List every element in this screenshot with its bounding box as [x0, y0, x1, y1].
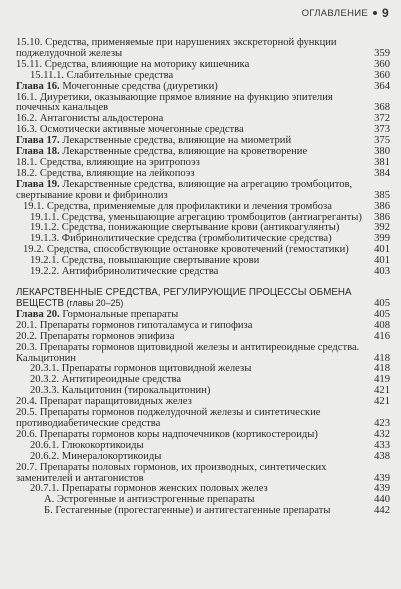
toc-entry-page: 408: [374, 319, 390, 331]
entry-title: 16.2. Антагонисты альдостерона: [16, 113, 164, 125]
entry-title: 20.6.2. Минералокортикоиды: [30, 450, 162, 462]
entry-title: 19.2. Средства, способствующие остановке кровотечений (гемостатики): [23, 244, 349, 256]
entry-title: Лекарственные средства, влияющие на агрегацию тромбоцитов, свертывание крови и фибринолиз: [16, 178, 353, 201]
toc-entry-page: 418: [374, 363, 390, 375]
toc-list-part-1: [16, 38, 390, 278]
toc-entry-page: 386: [374, 211, 390, 223]
toc-entry[interactable]: [16, 38, 390, 60]
entry-title: 19.1.3. Фибринолитические средства (тромболитические средства): [30, 233, 332, 245]
entry-title: 20.4. Препарат паращитовидных желез: [16, 396, 192, 408]
toc-entry[interactable]: [16, 343, 390, 365]
toc-entry-page: 368: [374, 102, 390, 114]
entry-title: 20.3.3. Кальцитонин (тирокальцитонин): [30, 385, 211, 397]
entry-title: 19.1.2. Средства, понижающие свертывание крови (антикоагулянты): [30, 222, 340, 234]
toc-entry[interactable]: [16, 180, 390, 202]
toc-section-heading: [16, 287, 390, 310]
running-header: [302, 6, 389, 20]
toc-entry-page: 372: [374, 113, 390, 125]
table-of-contents: [16, 38, 390, 517]
entry-title: 16.1. Диуретики, оказывающие прямое влияние на функцию эпителия почечных канальцев: [16, 91, 333, 114]
entry-title: 20.7.1. Препараты гормонов женских половых желез: [30, 483, 268, 495]
toc-entry-page: 421: [374, 396, 390, 408]
section-title: ЛЕКАРСТВЕННЫЕ СРЕДСТВА, РЕГУЛИРУЮЩИЕ ПРОЦЕССЫ ОБМЕНА ВЕЩЕСТВ: [16, 286, 352, 310]
toc-entry-page: 373: [374, 124, 390, 136]
toc-list-part-2: [16, 310, 390, 517]
toc-entry-page: 405: [374, 308, 390, 320]
entry-title: 20.7. Препараты половых гормонов, их производных, синтетических заменителей и антагонистов: [16, 461, 327, 484]
toc-entry[interactable]: [16, 93, 390, 115]
entry-title: Б. Гестагенные (прогестагенные) и антигестагенные препараты: [44, 505, 331, 517]
toc-entry-page: 401: [374, 255, 390, 267]
toc-entry-text: [16, 408, 364, 430]
toc-entry-page: 364: [374, 80, 390, 92]
entry-title: 20.2. Препараты гормонов эпифиза: [16, 330, 175, 342]
toc-entry-page: 421: [374, 385, 390, 397]
toc-entry-page: 418: [374, 352, 390, 364]
toc-entry-page: 386: [374, 200, 390, 212]
entry-title: 19.2.2. Антифибринолитические средства: [30, 266, 219, 278]
toc-entry-page: 423: [374, 418, 390, 429]
toc-entry-page: 403: [374, 266, 390, 278]
toc-entry-page: 392: [374, 222, 390, 234]
toc-entry-page: 399: [374, 233, 390, 245]
entry-title: 20.3.2. Антитиреоидные средства: [30, 374, 182, 386]
entry-title: 18.1. Средства, влияющие на эритропоэз: [16, 156, 200, 168]
toc-entry-page: 359: [374, 47, 390, 59]
toc-entry-page: 439: [374, 472, 390, 484]
header-title: ОГЛАВЛЕНИЕ: [301, 7, 369, 19]
chapter-label: Глава 19.: [16, 178, 60, 190]
toc-entry-page: 439: [374, 483, 390, 495]
toc-entry-page: 416: [374, 330, 390, 342]
toc-entry-text: [44, 506, 364, 517]
entry-title: Лекарственные средства, влияющие на кроветворение: [59, 146, 308, 158]
toc-entry-text: [16, 463, 364, 485]
entry-title: 15.10. Средства, применяемые при нарушениях экскреторной функции поджелудочной железы: [16, 37, 337, 59]
toc-entry[interactable]: [16, 408, 390, 430]
toc-entry-text: [16, 343, 364, 365]
entry-title: 20.5. Препараты гормонов поджелудочной железы и синтетические противодиабетические средства: [16, 407, 321, 429]
entry-title: 20.6. Препараты гормонов коры надпочечников (кортикостероиды): [16, 428, 318, 440]
toc-entry-text: [16, 93, 364, 115]
toc-entry-page: 433: [374, 439, 390, 451]
toc-entry-text: [30, 267, 364, 278]
toc-entry-text: [16, 180, 364, 202]
toc-entry-page: 442: [374, 505, 390, 517]
chapter-label: Глава 16.: [16, 80, 60, 92]
entry-title: 19.1.1. Средства, уменьшающие агрегацию тромбоцитов (антиагреганты): [30, 211, 362, 223]
section-page: 405: [374, 298, 390, 310]
entry-title: 15.11. Средства, влияющие на моторику кишечника: [16, 58, 250, 70]
page-number: 9: [382, 6, 389, 20]
toc-entry[interactable]: [16, 506, 390, 517]
entry-title: Мочегонные средства (диуретики): [59, 80, 218, 92]
bullet-icon: [373, 11, 377, 15]
toc-entry-page: 419: [374, 374, 390, 386]
entry-title: 20.3. Препараты гормонов щитовидной железы и антитиреоидные средства. Кальцитонин: [16, 341, 360, 364]
chapter-label: Глава 17.: [16, 135, 60, 147]
entry-title: Лекарственные средства, влияющие на миометрий: [59, 135, 292, 147]
toc-entry[interactable]: [16, 267, 390, 278]
toc-entry-page: 360: [374, 58, 390, 70]
entry-title: 19.2.1. Средства, повышающие свертывание крови: [30, 255, 260, 267]
toc-entry-page: 360: [374, 69, 390, 81]
entry-title: 18.2. Средства, влияющие на лейкопоэз: [16, 167, 195, 179]
toc-entry-page: 432: [374, 428, 390, 440]
toc-entry-text: [16, 38, 364, 60]
entry-title: А. Эстрогенные и антиэстрогенные препараты: [44, 494, 255, 506]
chapter-label: Глава 18.: [16, 146, 60, 158]
entry-title: 20.3.1. Препараты гормонов щитовидной железы: [30, 363, 252, 375]
toc-entry-page: 440: [374, 494, 390, 506]
entry-title: 16.3. Осмотически активные мочегонные средства: [16, 124, 244, 136]
toc-entry-page: 381: [374, 156, 390, 168]
toc-entry-page: 375: [374, 135, 390, 147]
toc-entry-page: 380: [374, 146, 390, 158]
toc-entry-page: 385: [374, 189, 390, 201]
entry-title: 19.1. Средства, применяемые для профилактики и лечения тромбоза: [23, 200, 332, 212]
chapter-label: Глава 20.: [16, 308, 60, 320]
toc-entry[interactable]: [16, 463, 390, 485]
toc-entry-page: 384: [374, 167, 390, 179]
toc-entry-page: 401: [374, 244, 390, 256]
entry-title: Гормональные препараты: [59, 308, 179, 320]
entry-title: 20.6.1. Глюкокортикоиды: [30, 439, 144, 451]
entry-title: 15.11.1. Слабительные средства: [30, 69, 174, 81]
toc-entry-page: 438: [374, 450, 390, 462]
section-subtitle: (главы 20–25): [64, 298, 124, 309]
entry-title: 20.1. Препараты гормонов гипоталамуса и гипофиза: [16, 319, 253, 331]
